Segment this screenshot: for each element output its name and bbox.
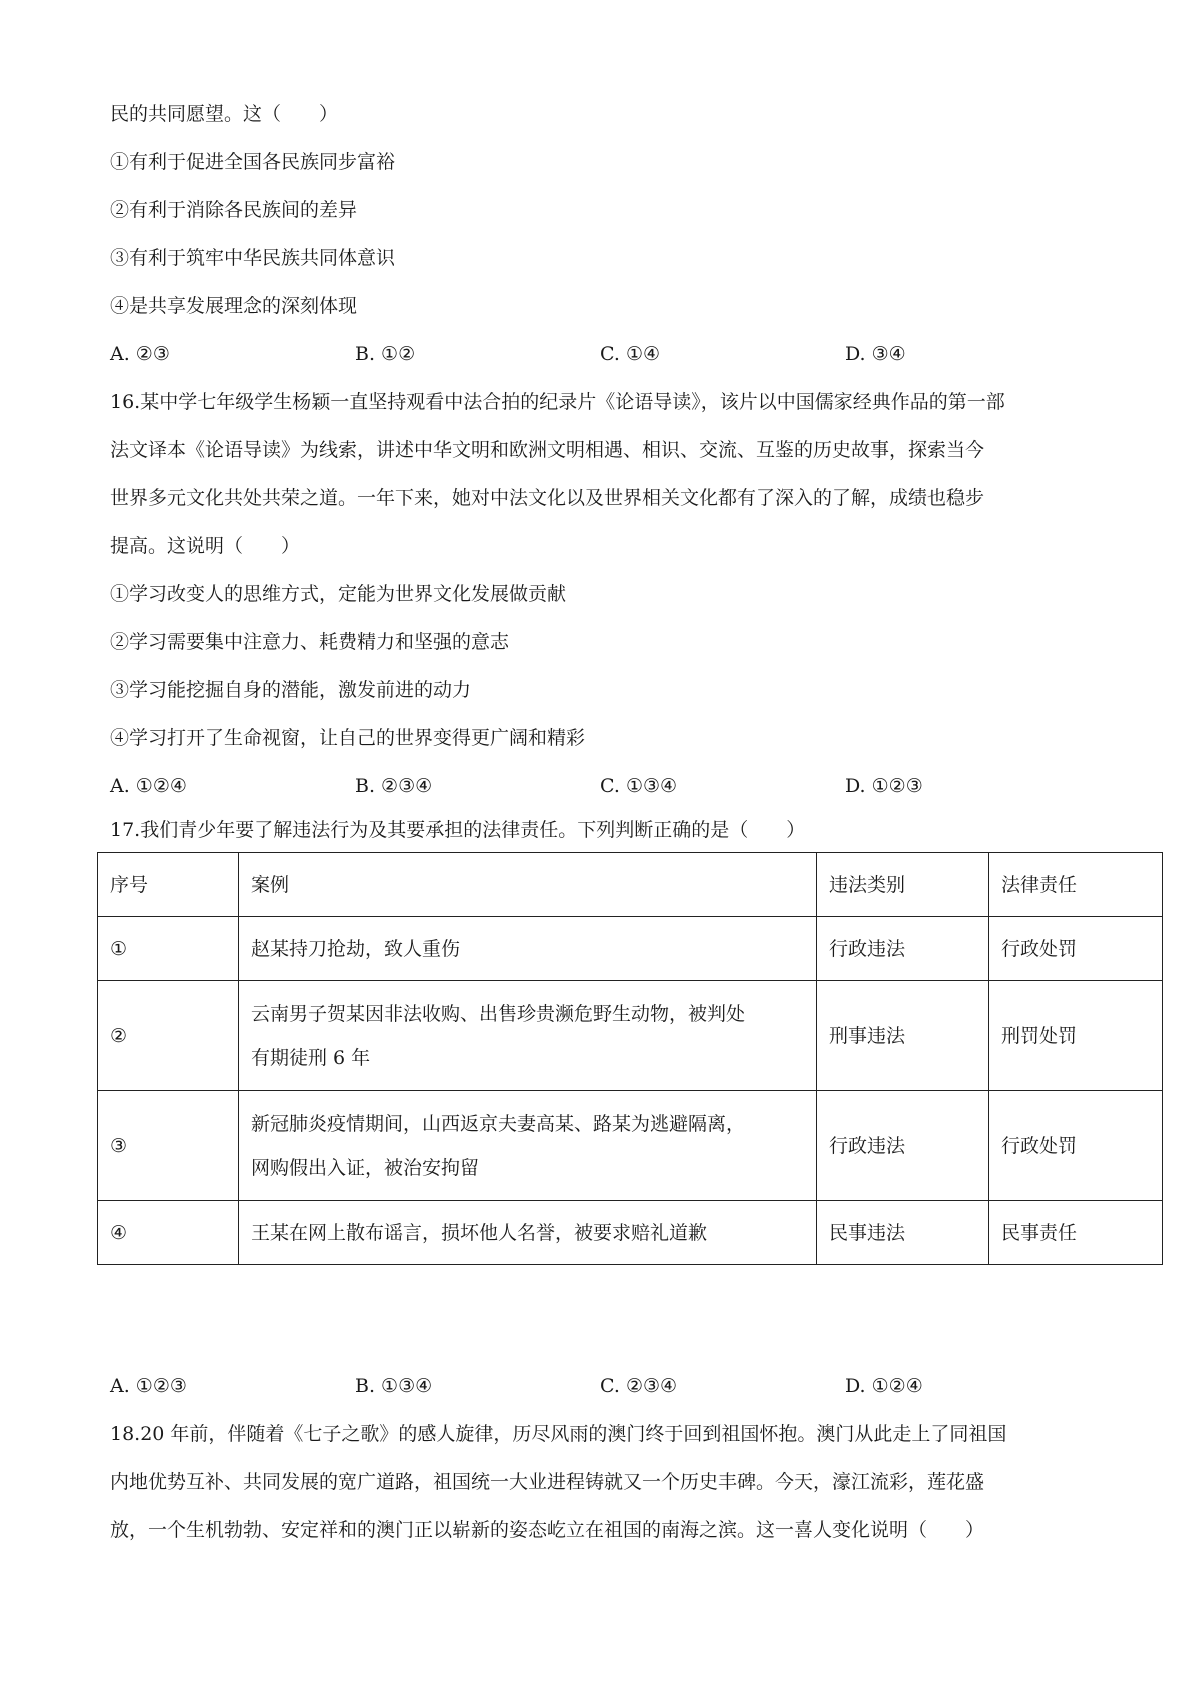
q15-statement-2: ②有利于消除各民族间的差异 xyxy=(110,199,358,221)
row-violation-type: 行政违法 xyxy=(817,917,989,981)
q16-option-b[interactable]: B. ②③④ xyxy=(355,775,433,797)
q15-options xyxy=(110,342,1110,366)
row-case xyxy=(239,981,817,1091)
q15-option-a[interactable]: A. ②③ xyxy=(110,343,170,365)
table-row xyxy=(98,917,1163,981)
q17-option-a[interactable]: A. ①②③ xyxy=(110,1375,187,1397)
q17-option-b[interactable]: B. ①③④ xyxy=(355,1375,433,1397)
q15-statement-3: ③有利于筑牢中华民族共同体意识 xyxy=(110,247,396,269)
row-legal-liability: 刑罚处罚 xyxy=(989,981,1163,1091)
q16-option-a[interactable]: A. ①②④ xyxy=(110,775,187,797)
row-legal-liability: 行政处罚 xyxy=(989,1091,1163,1201)
header-legal-liability: 法律责任 xyxy=(989,853,1163,917)
q16-stem-line-4: 提高。这说明（ ） xyxy=(110,535,301,557)
header-violation-type: 违法类别 xyxy=(817,853,989,917)
row-case-line: 赵某持刀抢劫，致人重伤 xyxy=(251,937,461,960)
row-number: ④ xyxy=(98,1201,239,1265)
q16-statement-2: ②学习需要集中注意力、耗费精力和坚强的意志 xyxy=(110,631,510,653)
table-header-row xyxy=(98,853,1163,917)
q15-option-d[interactable]: D. ③④ xyxy=(845,343,906,365)
q16-option-d[interactable]: D. ①②③ xyxy=(845,775,923,797)
row-number: ② xyxy=(98,981,239,1091)
row-violation-type: 行政违法 xyxy=(817,1091,989,1201)
row-violation-type: 刑事违法 xyxy=(817,981,989,1091)
table-row xyxy=(98,1201,1163,1265)
q17-option-d[interactable]: D. ①②④ xyxy=(845,1375,923,1397)
row-case-line: 云南男子贺某因非法收购、出售珍贵濒危野生动物，被判处 xyxy=(251,1002,746,1025)
q16-statement-3: ③学习能挖掘自身的潜能，激发前进的动力 xyxy=(110,679,472,701)
table-row xyxy=(98,981,1163,1091)
row-legal-liability: 行政处罚 xyxy=(989,917,1163,981)
row-case-line: 有期徒刑 6 年 xyxy=(251,1046,371,1069)
q16-stem-line-2: 法文译本《论语导读》为线索，讲述中华文明和欧洲文明相遇、相识、交流、互鉴的历史故事，探索当今 xyxy=(110,439,985,461)
row-case xyxy=(239,1201,817,1265)
q15-statement-1: ①有利于促进全国各民族同步富裕 xyxy=(110,151,396,173)
row-case xyxy=(239,1091,817,1201)
q17-options xyxy=(110,1374,1110,1398)
q17-option-c[interactable]: C. ②③④ xyxy=(600,1375,678,1397)
row-number: ③ xyxy=(98,1091,239,1201)
q17-stem: 17.我们青少年要了解违法行为及其要承担的法律责任。下列判断正确的是（ ） xyxy=(110,819,806,841)
header-number: 序号 xyxy=(98,853,239,917)
table-row xyxy=(98,1091,1163,1201)
q15-option-c[interactable]: C. ①④ xyxy=(600,343,661,365)
q18-stem-line-1: 18.20 年前，伴随着《七子之歌》的感人旋律，历尽风雨的澳门终于回到祖国怀抱。澳门从此走上了同祖国 xyxy=(110,1423,1007,1445)
q15-statement-4: ④是共享发展理念的深刻体现 xyxy=(110,295,358,317)
row-number: ① xyxy=(98,917,239,981)
q15-option-b[interactable]: B. ①② xyxy=(355,343,416,365)
q16-stem-line-1: 16.某中学七年级学生杨颖一直坚持观看中法合拍的纪录片《论语导读》，该片以中国儒家经典作品的第一部 xyxy=(110,391,1005,413)
q17-case-table xyxy=(97,852,1163,1265)
header-case: 案例 xyxy=(239,853,817,917)
q16-stem-line-3: 世界多元文化共处共荣之道。一年下来，她对中法文化以及世界相关文化都有了深入的了解，成绩也稳步 xyxy=(110,487,985,509)
row-case-line: 网购假出入证，被治安拘留 xyxy=(251,1156,480,1179)
row-case-line: 新冠肺炎疫情期间，山西返京夫妻高某、路某为逃避隔离， xyxy=(251,1112,746,1135)
q18-stem-line-2: 内地优势互补、共同发展的宽广道路，祖国统一大业进程铸就又一个历史丰碑。今天，濠江流彩，莲花盛 xyxy=(110,1471,985,1493)
row-case xyxy=(239,917,817,981)
row-legal-liability: 民事责任 xyxy=(989,1201,1163,1265)
q16-statement-1: ①学习改变人的思维方式，定能为世界文化发展做贡献 xyxy=(110,583,567,605)
q16-options xyxy=(110,774,1110,798)
row-case-line: 王某在网上散布谣言，损坏他人名誉，被要求赔礼道歉 xyxy=(251,1221,708,1244)
q16-statement-4: ④学习打开了生命视窗，让自己的世界变得更广阔和精彩 xyxy=(110,727,586,749)
row-violation-type: 民事违法 xyxy=(817,1201,989,1265)
q16-option-c[interactable]: C. ①③④ xyxy=(600,775,678,797)
q18-stem-line-3: 放，一个生机勃勃、安定祥和的澳门正以崭新的姿态屹立在祖国的南海之滨。这一喜人变化说明（ ） xyxy=(110,1519,985,1541)
q15-stem-tail: 民的共同愿望。这（ ） xyxy=(110,103,339,125)
